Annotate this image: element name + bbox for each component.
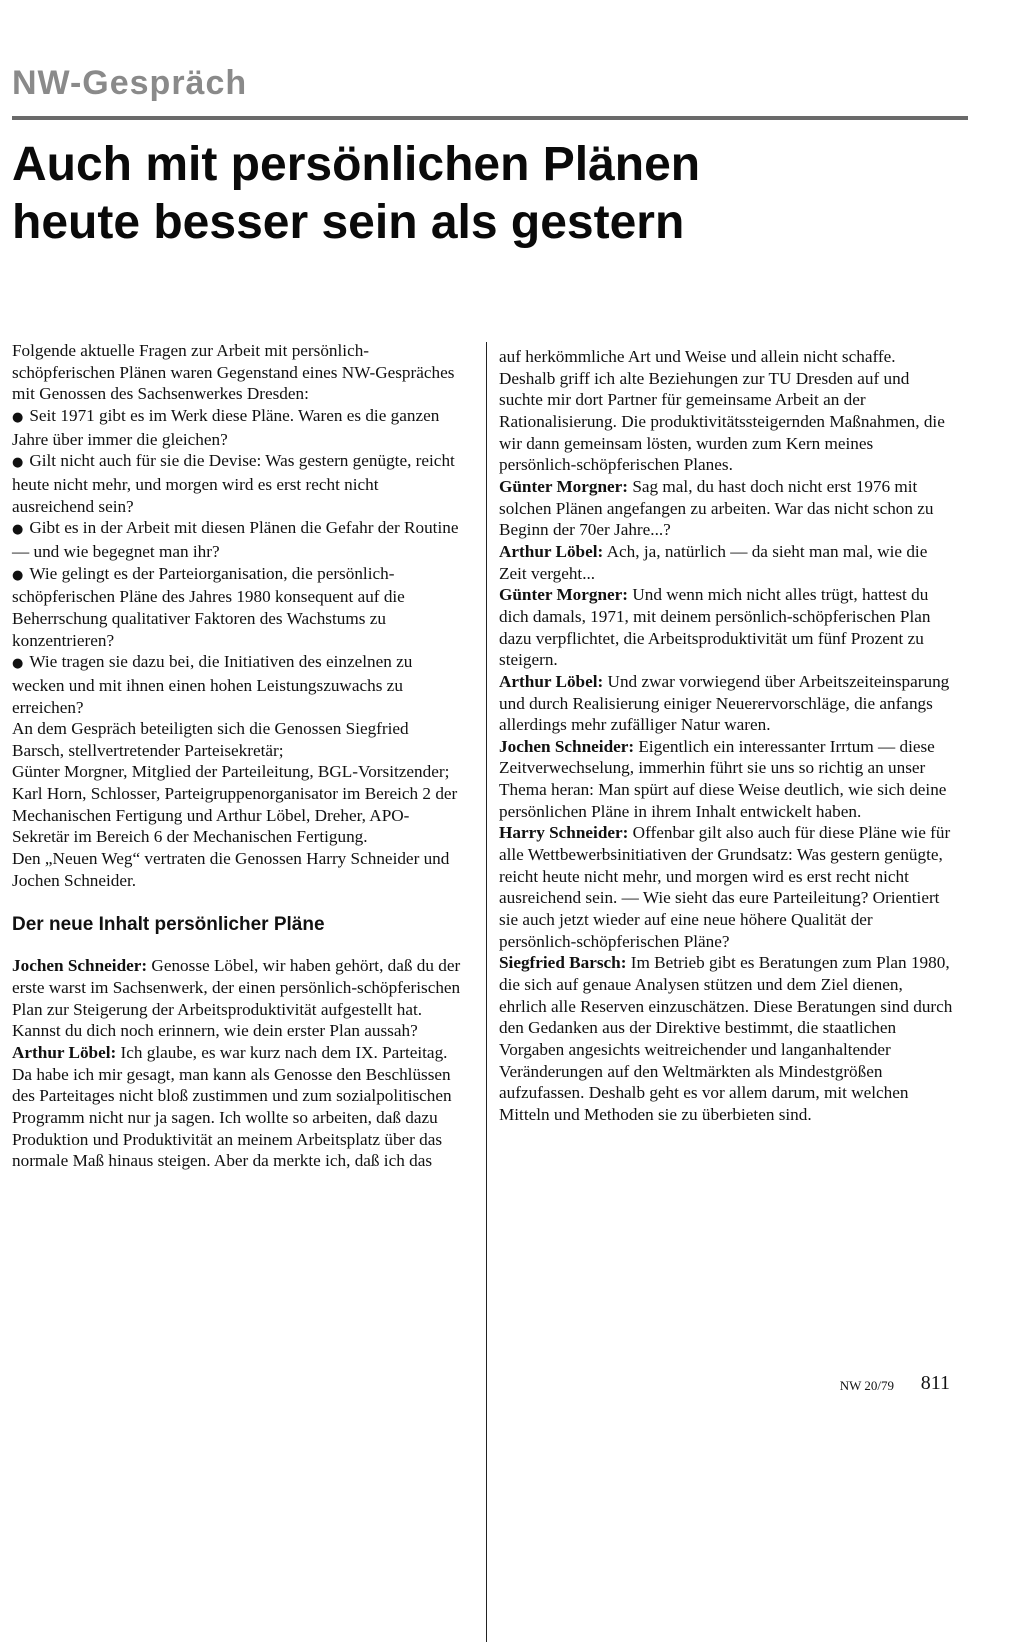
- speaker-name: Günter Morgner:: [499, 585, 629, 605]
- bullet-icon: ●: [12, 567, 24, 583]
- column-divider: [486, 342, 487, 1642]
- dialogue-text: Und zwar vorwiegend über Arbeitszeiteinsparung und durch Realisierung einiger Neuerervorschläge, die anfangs allerdings mehr zufälliger Natur waren.: [499, 671, 950, 735]
- dialogue-text: Und wenn mich nicht alles trügt, hattest du dich damals, 1971, mit deinem persönlich-schöpferischen Plan dazu verpflichtet, die Arbeitsproduktivität um fünf Prozent zu steigern.: [499, 585, 931, 670]
- dialogue-text: Eigentlich ein interessanter Irrtum — diese Zeitverwechselung, immerhin führt sie uns so richtig an unser Thema heran: Man spürt auf diese Weise deutlich, wie sich deine persönlichen Pläne in ihrem Inhalt entwickelt haben.: [499, 736, 947, 821]
- bullet-icon: ●: [12, 455, 24, 471]
- dialogue-paragraph: [499, 671, 953, 736]
- dialogue-text: Ich glaube, es war kurz nach dem IX. Parteitag. Da habe ich mir gesagt, man kann als Genosse den Beschlüssen des Parteitages nicht bloß zustimmen und zum sozialpolitischen Programm nicht nur ja sagen. Ich wollte so arbeiten, daß dazu Produktion und Produktivität an meinem Arbeitsplatz über das normale Maß hinaus steigen. Aber da merkte ich, daß ich das: [12, 1043, 452, 1171]
- participants-paragraph: Karl Horn, Schlosser, Parteigruppenorganisator im Bereich 2 der Mechanischen Fertigung und Arthur Löbel, Dreher, APO-Sekretär im Bereich 6 der Mechanischen Fertigung.: [12, 784, 458, 847]
- bullet-icon: ●: [12, 522, 24, 538]
- continuation-paragraph: auf herkömmliche Art und Weise und allein nicht schaffe.: [499, 347, 896, 366]
- page-title: [12, 136, 972, 252]
- dialogue-text: Genosse Löbel, wir haben gehört, daß du der erste warst im Sachsenwerk, der einen persönlich-schöpferischen Plan zur Steigerung der Arbeitsproduktivität aufgestellt hat. Kannst du dich noch erinnern, wie dein erster Plan aussah?: [12, 956, 461, 1041]
- question-bullet: [12, 405, 464, 450]
- dialogue-paragraph: [499, 736, 953, 823]
- dialogue-paragraph: [499, 822, 953, 952]
- dialogue-paragraph: [499, 952, 953, 1125]
- dialogue-paragraph: [499, 541, 953, 584]
- speaker-name: Arthur Löbel:: [499, 671, 604, 691]
- dialogue-text: Offenbar gilt also auch für diese Pläne wie für alle Wettbewerbsinitiativen der Grundsatz: Was gestern genügte, reicht heute nicht mehr, und morgen wird es erst recht nicht ausreichend sein. — Wie sieht das eure Parteileitung? Orientiert sie auch jetzt wieder auf eine neue höhere Qualität der persönlich-schöpferischen Pläne?: [499, 823, 951, 951]
- question-bullet: [12, 517, 464, 562]
- dialogue-text: Im Betrieb gibt es Beratungen zum Plan 1980, die sich auf genaue Analysen stützen und dem Ziel dienen, ehrlich alle Reserven einzuschätzen. Diese Beratungen sind durch den Gedanken aus der Direktive bestimmt, die staatlichen Vorgaben angesichts weitreichender und langanhaltender Veränderungen auf den Weltmärkten als Mindestgrößen aufzufassen. Deshalb geht es vor allem darum, mit welchen Mitteln und Methoden sie zu überbieten sind.: [499, 953, 953, 1124]
- speaker-name: Günter Morgner:: [499, 476, 629, 496]
- bullet-text: Gibt es in der Arbeit mit diesen Plänen die Gefahr der Routine — und wie begegnet man ihr?: [12, 518, 459, 561]
- bullet-icon: ●: [12, 656, 24, 672]
- section-kicker: NW-Gespräch: [12, 64, 248, 102]
- speaker-name: Harry Schneider:: [499, 823, 629, 843]
- speaker-name: Siegfried Barsch:: [499, 953, 627, 973]
- bullet-text: Gilt nicht auch für sie die Devise: Was gestern genügte, reicht heute nicht mehr, und morgen wird es erst recht nicht ausreichend sein?: [12, 451, 455, 516]
- participants-paragraph: An dem Gespräch beteiligten sich die Genossen Siegfried Barsch, stellvertretender Parteisekretär;: [12, 719, 409, 760]
- intro-paragraph: Folgende aktuelle Fragen zur Arbeit mit persönlich-schöpferischen Plänen waren Gegenstand eines NW-Gespräches mit Genossen des Sachsenwerkes Dresden:: [12, 341, 455, 404]
- speaker-name: Jochen Schneider:: [499, 736, 635, 756]
- dialogue-text: Sag mal, du hast doch nicht erst 1976 mit solchen Plänen angefangen zu arbeiten. War das nicht schon zu Beginn der 70er Jahre...?: [499, 476, 934, 540]
- question-bullet: [12, 563, 464, 652]
- dialogue-paragraph: [12, 1042, 464, 1172]
- bullet-icon: ●: [12, 409, 24, 425]
- continuation-paragraph: Deshalb griff ich alte Beziehungen zur TU Dresden auf und suchte mir dort Partner für gemeinsame Arbeit an der Rationalisierung. Die produktivitätssteigernden Maßnahmen, die wir dann gemeinsam lösten, wurden zum Kern meines persönlich-schöpferischen Planes.: [499, 368, 945, 475]
- dialogue-paragraph: [12, 955, 464, 1042]
- dialogue-text: Ach, ja, natürlich — da sieht man mal, wie die Zeit vergeht...: [499, 541, 928, 583]
- page-number: 811: [920, 1372, 950, 1394]
- bullet-text: Seit 1971 gibt es im Werk diese Pläne. Waren es die ganzen Jahre über immer die gleichen?: [12, 405, 440, 449]
- participants-paragraph: Den „Neuen Weg“ vertraten die Genossen Harry Schneider und Jochen Schneider.: [12, 849, 450, 890]
- speaker-name: Jochen Schneider:: [12, 956, 148, 976]
- speaker-name: Arthur Löbel:: [499, 541, 604, 561]
- kicker-rule: [12, 116, 968, 120]
- speaker-name: Arthur Löbel:: [12, 1043, 117, 1063]
- dialogue-paragraph: [499, 476, 953, 541]
- headline-line-1: Auch mit persönlichen Plänen: [12, 138, 701, 191]
- headline-line-2: heute besser sein als gestern: [12, 196, 685, 249]
- question-bullet: [12, 450, 464, 517]
- section-subheading: Der neue Inhalt persönlicher Pläne: [12, 914, 325, 936]
- bullet-text: Wie tragen sie dazu bei, die Initiativen des einzelnen zu wecken und mit ihnen einen hohen Leistungszuwachs zu erreichen?: [12, 652, 413, 717]
- dialogue-paragraph: [499, 584, 953, 671]
- participants-paragraph: Günter Morgner, Mitglied der Parteileitung, BGL-Vorsitzender;: [12, 762, 450, 782]
- column-left: [12, 340, 464, 1172]
- question-bullet: [12, 651, 464, 718]
- column-right: [499, 346, 953, 1126]
- bullet-text: Wie gelingt es der Parteiorganisation, die persönlich-schöpferischen Pläne des Jahres 1980 konsequent auf die Beherrschung qualitativer Faktoren des Wachstums zu konzentrieren?: [12, 563, 405, 650]
- issue-number: NW 20/79: [839, 1378, 894, 1393]
